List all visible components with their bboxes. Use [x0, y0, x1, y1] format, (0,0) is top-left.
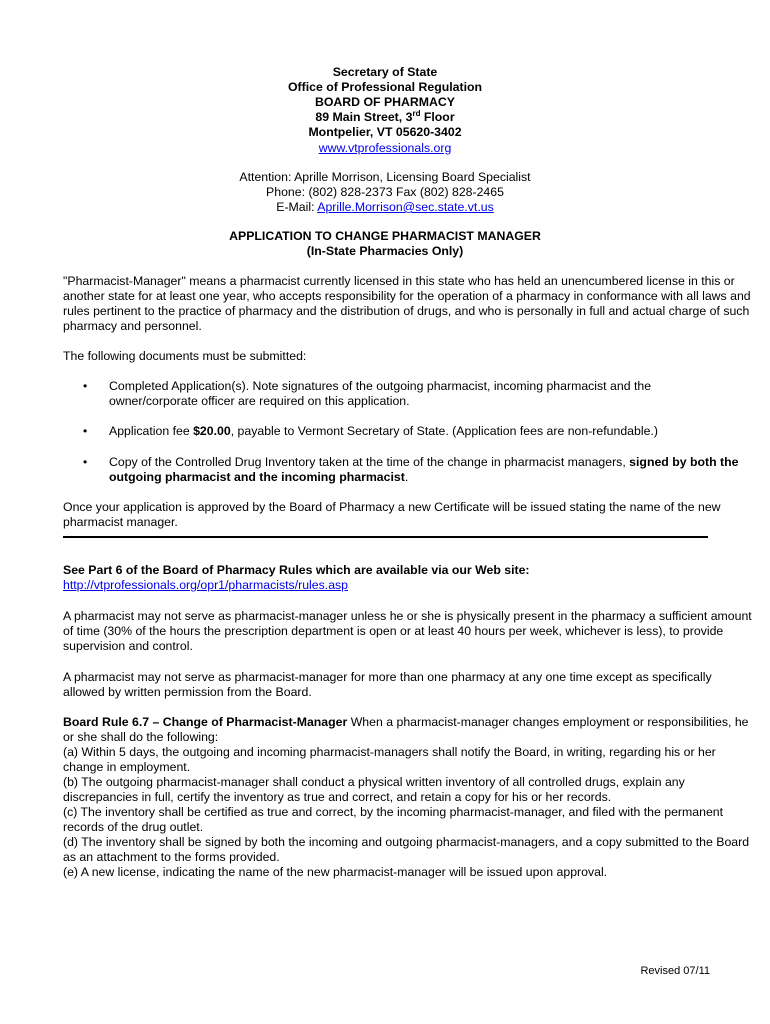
board-rule-item-d: (d) The inventory shall be signed by both the incoming and outgoing pharmacist-managers, and a copy submitted to the Board as an attachment to the forms provided.	[63, 835, 750, 864]
rules-url-link[interactable]: http://vtprofessionals.org/opr1/pharmacists/rules.asp	[63, 578, 349, 592]
board-rule-item-c: (c) The inventory shall be certified as true and correct, by the incoming pharmacist-manager, and filed with the permanent records of the drug outlet.	[63, 805, 724, 834]
approval-paragraph: Once your application is approved by the Board of Pharmacy a new Certificate will be issued stating the name of the new pharmacist manager.	[63, 500, 721, 529]
contact-attention: Attention: Aprille Morrison, Licensing Board Specialist	[239, 170, 531, 184]
header-office: Office of Professional Regulation	[287, 80, 483, 94]
bullet-fee-text	[109, 424, 729, 439]
email-label: E-Mail:	[276, 200, 318, 214]
header-agency: Secretary of State	[332, 65, 438, 79]
email-link[interactable]: Aprille.Morrison@sec.state.vt.us	[317, 200, 494, 214]
board-rule-item-a: (a) Within 5 days, the outgoing and incoming pharmacist-managers shall notify the Board, in writing, regarding his or her change in employment.	[63, 745, 716, 774]
inventory-signed: signed by both the outgoing pharmacist and the incoming pharmacist	[109, 455, 739, 484]
header-address	[0, 110, 770, 125]
address-street: 89 Main Street, 3	[315, 110, 413, 124]
inventory-post: .	[404, 470, 409, 484]
website-link[interactable]: www.vtprofessionals.org	[318, 141, 452, 155]
bullet-icon: •	[83, 455, 88, 469]
board-rule-item-e: (e) A new license, indicating the name of the new pharmacist-manager will be issued upon approval.	[63, 865, 608, 879]
header-website-row	[0, 141, 770, 156]
board-rule-intro	[63, 715, 753, 745]
board-rule-item-b: (b) The outgoing pharmacist-manager shall conduct a physical written inventory of all controlled drugs, explain any discrepancies in full, certify the inventory as true and correct, and retain a copy for his or her records.	[63, 775, 685, 804]
bullet-inventory-text	[109, 455, 739, 485]
revision-date: Revised 07/11	[640, 965, 710, 977]
board-rule-title: Board Rule 6.7 – Change of Pharmacist-Manager	[63, 715, 348, 729]
documents-intro: The following documents must be submitted:	[63, 349, 307, 363]
address-ordinal: rd	[412, 108, 421, 118]
definition-paragraph: "Pharmacist-Manager" means a pharmacist currently licensed in this state who has held an unencumbered license in this or another state for at least one year, who accepts responsibility for the operation of a pharmacy in conformance with all laws and rules pertinent to the practice of pharmacy and the distribution of drugs, and who is personally in full and actual charge of such pharmacy and personnel.	[63, 274, 751, 333]
inventory-pre: Copy of the Controlled Drug Inventory taken at the time of the change in pharmacist managers,	[109, 455, 630, 469]
contact-phone: Phone: (802) 828-2373 Fax (802) 828-2465	[266, 185, 504, 199]
rules-url-row	[63, 578, 753, 593]
fee-post: , payable to Vermont Secretary of State. (Application fees are non-refundable.)	[230, 424, 658, 438]
rules-heading: See Part 6 of the Board of Pharmacy Rules which are available via our Web site:	[63, 563, 530, 577]
section-divider	[63, 536, 708, 538]
rules-single-pharmacy-paragraph: A pharmacist may not serve as pharmacist-manager for more than one pharmacy at any one time except as specifically allowed by written permission from the Board.	[63, 670, 712, 699]
bullet-icon: •	[83, 379, 88, 393]
rules-presence-paragraph: A pharmacist may not serve as pharmacist-manager unless he or she is physically present in the pharmacy a sufficient amount of time (30% of the hours the prescription department is open or at least 40 hours per week, whichever is less), to provide supervision and control.	[63, 609, 752, 653]
header-city: Montpelier, VT 05620-3402	[308, 125, 462, 139]
board-rule-section	[63, 715, 753, 880]
contact-email-row	[0, 200, 770, 215]
form-subtitle: (In-State Pharmacies Only)	[306, 244, 464, 258]
address-floor: Floor	[420, 110, 455, 124]
header-board: BOARD OF PHARMACY	[314, 95, 456, 109]
board-rule-intro-text: When a pharmacist-manager changes employment or responsibilities, he or she shall do the following:	[63, 715, 749, 744]
fee-amount: $20.00	[193, 424, 231, 438]
bullet-icon: •	[83, 424, 88, 438]
bullet-application-text: Completed Application(s). Note signatures of the outgoing pharmacist, incoming pharmacist and the owner/corporate officer are required on this application.	[109, 379, 652, 408]
fee-pre: Application fee	[109, 424, 194, 438]
form-title: APPLICATION TO CHANGE PHARMACIST MANAGER	[229, 229, 541, 243]
